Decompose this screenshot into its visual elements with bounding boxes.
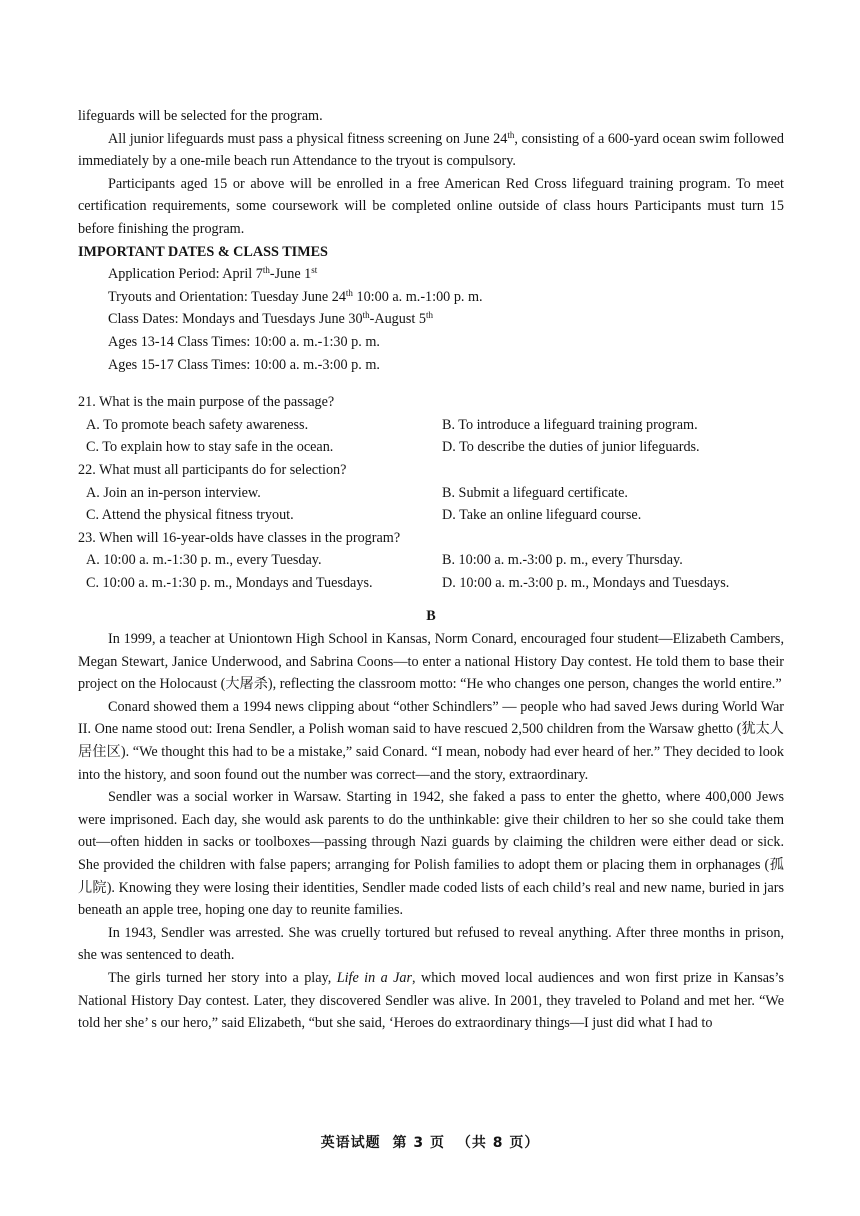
option-b: B. 10:00 a. m.-3:00 p. m., every Thursday. [442, 552, 683, 569]
passage-b-paragraph-5 [78, 967, 784, 1035]
option-row [78, 504, 784, 527]
text: All junior lifeguards must pass a physical fitness screening on June 24 [108, 130, 508, 147]
passage-a-paragraph-2 [78, 128, 784, 173]
passage-a-paragraph-3: Participants aged 15 or above will be enrolled in a free American Red Cross lifeguard training program. To meet certification requirements, some coursework will be completed online outside of class hours Participants must turn 15 before finishing the program. [78, 175, 784, 237]
option-a: A. To promote beach safety awareness. [86, 416, 309, 433]
text: The girls turned her story into a play, [108, 969, 337, 986]
text: Tryouts and Orientation: Tuesday June 24 [108, 288, 346, 305]
text: -June 1 [269, 266, 312, 283]
option-row [78, 549, 784, 572]
passage-b-paragraph-2: Conard showed them a 1994 news clipping about “other Schindlers” — people who had saved Jews during World War II. One name stood out: Irena Sendler, a Polish woman said to have rescued 2,500 children from the Warsaw ghetto (犹太人居住区). “We thought this had to be a mistake,” said Conard. “I mean, nobody had ever heard of her.” They decided to look into the history, and soon found out the number was correct—and the story, extraordinary. [78, 698, 784, 783]
option-b: B. Submit a lifeguard certificate. [442, 484, 628, 501]
footer-page-total: （共 8 页） [456, 1135, 540, 1151]
question-list [78, 391, 784, 594]
date-item-tryouts [108, 286, 784, 309]
option-row [78, 414, 784, 437]
option-c: C. Attend the physical fitness tryout. [86, 507, 294, 524]
page-content [78, 105, 784, 1035]
play-title: Life in a Jar [336, 969, 413, 986]
dates-list [78, 263, 784, 376]
footer-subject: 英语试题 [320, 1135, 381, 1151]
date-item-ages-13-14: Ages 13-14 Class Times: 10:00 a. m.-1:30 p. m. [108, 333, 380, 350]
passage-a-paragraph-1: lifeguards will be selected for the program. [78, 108, 323, 124]
text: Application Period: April 7 [108, 266, 263, 283]
option-d: D. 10:00 a. m.-3:00 p. m., Mondays and Tuesdays. [442, 574, 730, 591]
text: , which moved local audiences and won first prize in Kansas’s National History Day contest. Later, they discovered Sendler was alive. In 2001, they traveled to Poland and met her. “We told her she’ s our hero,” said Elizabeth, “but she said, ‘Heroes do extraordinary things—I just did what I had to [78, 969, 784, 1032]
text: Class Dates: Mondays and Tuesdays June 30 [108, 311, 363, 328]
question-stem: 23. When will 16-year-olds have classes in the program? [78, 529, 401, 546]
ordinal-suffix: th [362, 310, 370, 321]
question-stem: 21. What is the main purpose of the passage? [78, 394, 335, 411]
footer-page-number: 第 3 页 [392, 1135, 445, 1151]
page-footer [0, 1132, 860, 1152]
option-a: A. Join an in-person interview. [86, 484, 261, 501]
ordinal-suffix: th [507, 129, 515, 140]
question-21 [78, 391, 784, 459]
option-c: C. To explain how to stay safe in the ocean. [86, 439, 334, 456]
option-row [78, 436, 784, 459]
ordinal-suffix: th [262, 265, 270, 276]
ordinal-suffix: th [425, 310, 433, 321]
passage-b-paragraph-1: In 1999, a teacher at Uniontown High School in Kansas, Norm Conard, encouraged four student—Elizabeth Cambers, Megan Stewart, Janice Underwood, and Sabrina Coons—to enter a national History Day contest. He told them to base their project on the Holocaust (大屠杀), reflecting the classroom motto: “He who changes one person, changes the world entire.” [78, 631, 784, 693]
passage-b-paragraph-4: In 1943, Sendler was arrested. She was cruelly tortured but refused to reveal anything. After three months in prison, she was sentenced to death. [78, 924, 784, 964]
passage-b-paragraph-3: Sendler was a social worker in Warsaw. Starting in 1942, she faked a pass to enter the ghetto, where 400,000 Jews were imprisoned. Each day, she would ask parents to do the unthinkable: give their children to her so she could take them out—often hidden in sacks or toolboxes—passing through Nazi guards by claiming the children were either dead or sick. She provided the children with false papers; arranging for Polish families to adopt them or placing them in orphanages (孤儿院). Knowing they were losing their identities, Sendler made coded lists of each child’s real and new name, buried in jars beneath an apple tree, hoping one day to reunite families. [78, 789, 784, 919]
option-c: C. 10:00 a. m.-1:30 p. m., Mondays and Tuesdays. [86, 574, 373, 591]
option-d: D. To describe the duties of junior lifeguards. [442, 439, 700, 456]
option-d: D. Take an online lifeguard course. [442, 507, 642, 524]
text: -August 5 [369, 311, 426, 328]
question-stem: 22. What must all participants do for selection? [78, 461, 347, 478]
text: , consisting of a 600-yard ocean swim followed immediately by a one-mile beach run Attendance to the tryout is compulsory. [78, 130, 784, 170]
option-row [78, 572, 784, 595]
ordinal-suffix: st [311, 265, 318, 276]
question-22 [78, 459, 784, 527]
option-b: B. To introduce a lifeguard training program. [442, 416, 698, 433]
passage-b-title: B [426, 608, 436, 625]
option-row [78, 482, 784, 505]
option-a: A. 10:00 a. m.-1:30 p. m., every Tuesday. [86, 552, 322, 569]
ordinal-suffix: th [345, 287, 353, 298]
question-23 [78, 527, 784, 595]
text: 10:00 a. m.-1:00 p. m. [352, 288, 483, 305]
date-item-ages-15-17: Ages 15-17 Class Times: 10:00 a. m.-3:00 p. m. [108, 356, 380, 373]
date-item-application [108, 263, 784, 286]
date-item-class-dates [108, 308, 784, 331]
dates-heading: IMPORTANT DATES & CLASS TIMES [78, 243, 328, 260]
